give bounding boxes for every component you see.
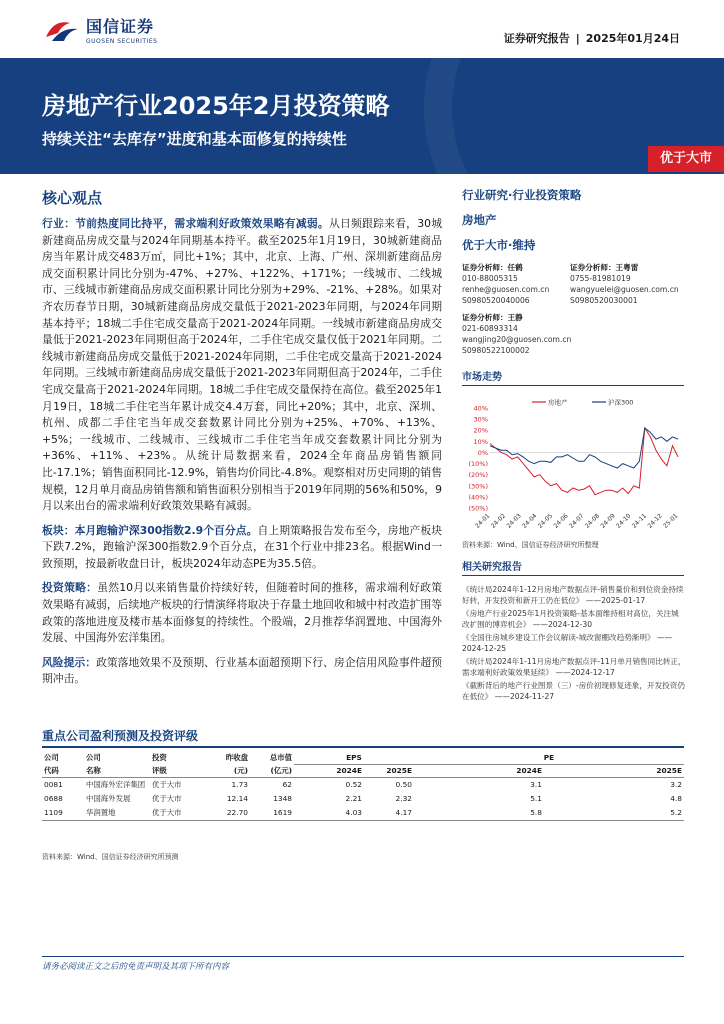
- y-tick-label: 40%: [473, 404, 488, 413]
- sidebar: [462, 187, 686, 704]
- chart-svg: [462, 394, 684, 536]
- col-header: (亿元): [250, 765, 294, 778]
- report-meta: 证券研究报告 | 2025年01月24日: [503, 32, 680, 45]
- col-header: 代码: [42, 765, 84, 778]
- x-tick-label: 24-01: [474, 512, 492, 530]
- col-header: 2025E: [544, 765, 684, 778]
- cell-pe: 5.8: [414, 806, 544, 821]
- brand-name-en: GUOSEN SECURITIES: [86, 38, 158, 45]
- industry-name: 房地产: [462, 213, 497, 227]
- analyst-card: 证券分析师：任鹤 010-88005315 renhe@guosen.com.cn S0980520040006: [462, 262, 570, 306]
- cell-close: 1.73: [231, 780, 248, 789]
- table-rule: [42, 746, 684, 748]
- x-tick-label: 24-06: [552, 512, 570, 530]
- table-source: 资料来源：Wind、国信证券经济研究所预测: [42, 853, 179, 861]
- x-tick-label: 24-12: [646, 512, 664, 530]
- y-tick-label: (10%): [468, 460, 488, 469]
- cell-mktcap: 1619: [250, 806, 294, 821]
- sector-paragraph: [42, 523, 442, 573]
- legend-label: 沪深300: [608, 398, 634, 407]
- rating-line: 优于大市·维持: [462, 238, 536, 252]
- analyst-list: [462, 262, 686, 356]
- logo-mark-icon: [44, 15, 80, 45]
- y-tick-label: (20%): [468, 471, 488, 480]
- x-tick-label: 24-04: [521, 512, 539, 530]
- y-tick-label: 30%: [473, 415, 488, 424]
- risk-label: 风险提示：: [42, 655, 97, 669]
- table-header-row: [42, 752, 684, 765]
- sector-text: 自上期策略报告发布至今，房地产板块下跌7.2%，跑输沪深300指数2.9个百分点，在31个行业中排23名。根据Wind一致预期，按最新收盘日计，板块2024年动态PE为35.5倍。: [42, 523, 443, 570]
- analyst-card: 证券分析师：王静 021-60893314 wangjing20@guosen.com.cn S0980522100002: [462, 313, 572, 355]
- x-tick-label: 24-03: [505, 512, 523, 530]
- footer-disclaimer: 请务必阅读正文之后的免责声明及其项下所有内容: [42, 962, 230, 972]
- y-tick-label: 0%: [477, 448, 488, 457]
- footer-rule: [42, 956, 684, 957]
- y-tick-label: (30%): [468, 482, 488, 491]
- strategy-paragraph: [42, 580, 442, 646]
- cell-eps: 0.50: [395, 780, 412, 789]
- cell-eps: 0.52: [345, 780, 362, 789]
- core-heading: 核心观点: [42, 189, 103, 207]
- market-trend-chart: [462, 394, 684, 536]
- col-header: 2024E: [414, 765, 544, 778]
- related-report-item[interactable]: 《全国住房城乡建设工作会议解读-城改窗棚改趋势渐明》 ——2024-12-25: [462, 633, 673, 653]
- cell-eps: 4.03: [294, 806, 364, 821]
- y-tick-label: 10%: [473, 437, 488, 446]
- related-report-item[interactable]: 《房地产行业2025年1月投资策略-基本面维持相对高位，关注城改扩围的博弈机会》 ——2024-12-30: [462, 609, 679, 629]
- x-tick-label: 24-11: [630, 512, 649, 530]
- cell-code: 1109: [42, 806, 84, 821]
- cell-pe: 5.2: [544, 806, 684, 821]
- rating-badge: 优于大市: [648, 146, 724, 172]
- cell-pe: 4.8: [670, 794, 682, 803]
- top-header: [0, 0, 724, 58]
- x-tick-label: 24-05: [536, 512, 555, 530]
- market-trend-heading: 市场走势: [462, 368, 684, 386]
- report-category: 行业研究·行业投资策略: [462, 188, 582, 202]
- table-row: [42, 806, 684, 821]
- cell-code: 0688: [44, 794, 63, 803]
- brand-logo: [44, 14, 157, 45]
- col-header: 昨收盘: [225, 753, 248, 762]
- cell-close: 12.14: [226, 794, 248, 803]
- cell-name: 中国海外宏洋集团: [86, 780, 146, 789]
- cell-eps: 4.17: [364, 806, 414, 821]
- col-header: 评级: [150, 765, 206, 778]
- x-tick-label: 25-01: [662, 512, 680, 530]
- cell-mktcap: 62: [282, 780, 292, 789]
- col-group-eps: EPS: [294, 752, 414, 765]
- table-title: 重点公司盈利预测及投资评级: [42, 729, 199, 743]
- strategy-text: 虽然10月以来销售量价持续好转，但随着时间的推移，需求端利好政策效果略有减弱，后续地产板块的行情演绎将取决于存量土地回收和城中村改造扩围等政策的落地进度及楼市基本面修复的持续性。个股端，2月推荐华润置地、中国海外发展、中国海外宏洋集团。: [42, 581, 442, 645]
- table-row: [42, 778, 684, 793]
- chart-source: 资料来源：Wind、国信证券经济研究所整理: [462, 541, 599, 549]
- legend-label: 房地产: [548, 398, 568, 407]
- x-tick-label: 24-07: [568, 512, 586, 530]
- cell-rating: 优于大市: [152, 780, 182, 789]
- core-views: [42, 187, 442, 688]
- industry-text: 从日频跟踪来看，30城新建商品房成交量与2024年同期基本持平。截至2025年1月19日，30城新建商品房当年累计成交483万㎡，同比+1%；其中，北京、上海、广州、深圳新建商品房成交面积累计同比分别为-47%、+27%、+122%、+171%；一线城市、二线城市、三线城市新建商品房成交面积累计同比分别为+29%、-21%、+28%。如果对齐农历春节日期，30城新建商品房成交量低于2021-2023年同期，与2024年同期基本持平；18城二手住宅成交量高于2021-2024年同期。一线城市新建商品房成交量低于2021-2023年同期但高于2024年，二手住宅成交量仅低于2021年同期。二线城市新建商品房成交量低于2021-2024年同期，二手住宅成交量高于2021-2024年同期。三线城市新建商品房成交量低于2021-2023年同期但高于2024年，二手住宅成交量高于2021-2024年同期。18城二手住宅成交量保持在高位。截至2025年1月19日，18城二手住宅当年累计成交4.4万套，同比+20%；其中，北京、深圳、杭州、成都二手住宅当年成交套数累计同比分别为+25%、+70%、+13%、+5%；一线城市、二线城市、三线城市二手住宅当年成交套数累计同比分别为+36%、+11%、+23%。从统计局数据来看，2024全年商品房销售额同比-17.1%；销售面积同比-12.9%，销售均价同比-4.8%。观察相对历史同期的销售规模，12月单月商品房销售额和销售面积分别相当于2019年同期的56%和50%，9月以来出台的需求端利好政策效果略有减弱。: [42, 217, 442, 513]
- analyst-email[interactable]: renhe@guosen.com.cn: [462, 285, 550, 294]
- x-tick-label: 24-10: [615, 512, 633, 530]
- forecast-table: [42, 752, 684, 821]
- cell-pe: 3.1: [530, 780, 542, 789]
- page-subtitle: 持续关注“去库存”进度和基本面修复的持续性: [42, 130, 347, 148]
- report-date: 2025年01月24日: [585, 32, 680, 45]
- table-row: [42, 792, 684, 806]
- cell-pe: 3.2: [670, 780, 682, 789]
- report-type: 证券研究报告: [503, 32, 570, 45]
- cell-name: 华润置地: [84, 806, 150, 821]
- title-banner: [0, 58, 724, 174]
- industry-label: 行业：节前热度同比持平，需求端利好政策效果略有减弱。: [42, 217, 329, 230]
- cell-rating: 优于大市: [150, 806, 206, 821]
- cell-name: 中国海外发展: [86, 794, 131, 803]
- analyst-email[interactable]: wangyuelei@guosen.com.cn: [570, 285, 679, 294]
- industry-paragraph: [42, 216, 442, 515]
- cell-mktcap: 1348: [273, 794, 292, 803]
- sector-label: 板块：本月跑输沪深300指数2.9个百分点。: [42, 523, 258, 537]
- page-title: 房地产行业2025年2月投资策略: [42, 92, 390, 120]
- y-tick-label: (50%): [468, 504, 488, 513]
- y-tick-label: (40%): [468, 493, 488, 502]
- related-reports-list: [462, 584, 686, 702]
- analyst-card: 证券分析师：王粤雷 0755-81981019 wangyuelei@guosen.com.cn S0980520030001: [570, 262, 686, 306]
- brand-name-cn: 国信证券: [86, 17, 155, 36]
- related-reports-heading: 相关研究报告: [462, 558, 684, 576]
- x-tick-label: 24-09: [599, 512, 617, 530]
- cell-close: 22.70: [206, 806, 250, 821]
- col-header: 公司: [86, 753, 101, 762]
- risk-paragraph: [42, 655, 442, 688]
- col-header: 投资: [152, 753, 167, 762]
- x-tick-label: 24-08: [583, 512, 602, 530]
- related-report-item[interactable]: 《截断背后的地产行业图景（三）-房价初现修复迹象，开发投资仍在低位》 ——2024-11-27: [462, 681, 685, 701]
- y-tick-label: 20%: [473, 426, 488, 435]
- strategy-label: 投资策略：: [42, 581, 98, 595]
- series-line-沪深300: [490, 428, 678, 468]
- cell-code: 0081: [44, 780, 63, 789]
- related-report-item[interactable]: 《统计局2024年1-12月房地产数据点评-销售量价和到位资金持续好转，开发投资和新开工仍在低位》 ——2025-01-17: [462, 585, 684, 605]
- risk-text: 政策落地效果不及预期、行业基本面超预期下行、房企信用风险事件超预期冲击。: [42, 655, 443, 686]
- cell-rating: 优于大市: [152, 794, 182, 803]
- cell-eps: 2.21: [345, 794, 362, 803]
- col-header: 2025E: [364, 765, 414, 778]
- table-header-row: [42, 765, 684, 778]
- col-header: 名称: [84, 765, 150, 778]
- cell-pe: 5.1: [530, 794, 542, 803]
- col-header: 2024E: [294, 765, 364, 778]
- col-header: (元): [206, 765, 250, 778]
- analyst-email[interactable]: wangjing20@guosen.com.cn: [462, 335, 572, 344]
- cell-eps: 2.32: [395, 794, 412, 803]
- col-header: 公司: [44, 753, 59, 762]
- x-tick-label: 24-02: [489, 512, 508, 530]
- col-group-pe: PE: [414, 752, 684, 765]
- related-report-item[interactable]: 《统计局2024年1-11月房地产数据点评-11月单月销售同比转正，需求端利好政策效果延续》 ——2024-12-17: [462, 657, 686, 677]
- col-header: 总市值: [269, 753, 292, 762]
